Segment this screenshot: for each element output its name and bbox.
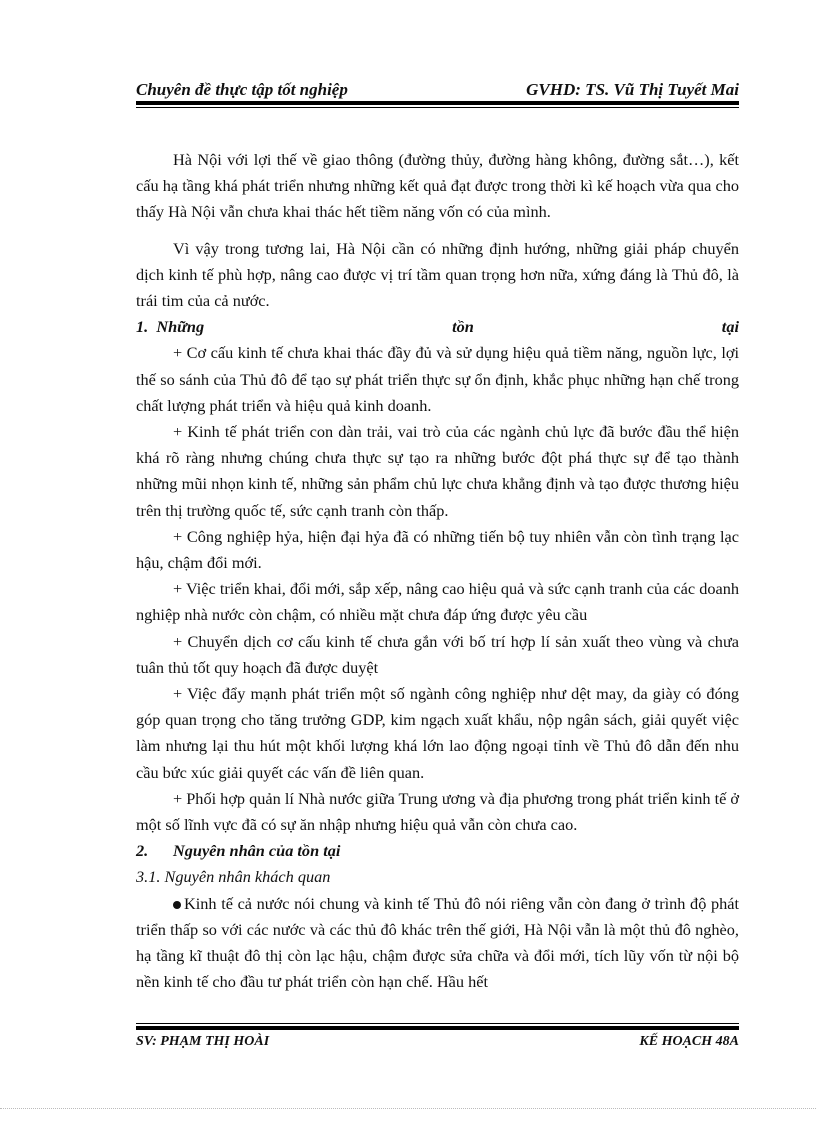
- page-header: [136, 70, 739, 100]
- bullet-icon: [173, 901, 181, 909]
- section-heading-1: [136, 314, 739, 340]
- header-supervisor: GVHD: TS. Vũ Thị Tuyết Mai: [526, 80, 739, 99]
- header-rule-thin: [136, 107, 739, 108]
- section-1-number: 1.: [136, 317, 149, 337]
- page-footer: [136, 1030, 739, 1054]
- header-rule-thick: [136, 101, 739, 105]
- page-body: [136, 147, 739, 996]
- list-item: + Cơ cấu kinh tế chưa khai thác đầy đủ và sử dụng hiệu quả tiềm năng, nguồn lực, lợi thế so sánh của Thủ đô để tạo sự phát triển thực sự ổn định, khắc phục những hạn chế trong chất lượng phát triển và hiệu quả kinh doanh.: [136, 343, 739, 415]
- section-2-title: Nguyên nhân của tồn tại: [173, 841, 341, 861]
- paragraph-intro: Hà Nội với lợi thế về giao thông (đường thủy, đường hàng không, đường sắt…), kết cấu hạ tầng khá phát triển nhưng những kết quả đạt được trong thời kì kế hoạch vừa qua cho thấy Hà Nội vẫn chưa khai thác hết tiềm năng vốn có của mình.: [136, 150, 739, 222]
- paragraph-objective-causes-text: Kinh tế cả nước nói chung và kinh tế Thủ đô nói riêng vẫn còn đang ở trình độ phát triển thấp so với các nước và các thủ đô khác trên thế giới, Hà Nội vẫn là một thủ đô nghèo, hạ tầng kĩ thuật đô thị còn lạc hậu, chậm được sửa chữa và đổi mới, tích lũy vốn từ nội bộ nền kinh tế cho đầu tư phát triển còn hạn chế. Hầu hết: [136, 893, 739, 992]
- section-2-number: 2.: [136, 841, 149, 861]
- list-item: + Việc đẩy mạnh phát triển một số ngành công nghiệp như dệt may, da giày có đóng góp quan trọng cho tăng trưởng GDP, kim ngạch xuất khẩu, nộp ngân sách, giải quyết việc làm nhưng lại thu hút một khối lượng khá lớn lao động ngoại tỉnh về Thủ đô dẫn đến nhu cầu bức xúc giải quyết các vấn đề liên quan.: [136, 684, 739, 782]
- section-1-word-1: Những: [156, 317, 205, 337]
- footer-student: SV: PHẠM THỊ HOÀI: [136, 1034, 270, 1049]
- list-item: + Phối hợp quản lí Nhà nước giữa Trung ương và địa phương trong phát triển kinh tế ở một số lĩnh vực đã có sự ăn nhập nhưng hiệu quả vẫn còn chưa cao.: [136, 788, 739, 835]
- header-course-title: Chuyên đề thực tập tốt nghiệp: [136, 80, 348, 99]
- list-item: + Việc triển khai, đổi mới, sắp xếp, nâng cao hiệu quả và sức cạnh tranh của các doanh nghiệp nhà nước còn chậm, có nhiều mặt chưa đáp ứng được yêu cầu: [136, 579, 739, 625]
- section-heading-2: [136, 838, 739, 864]
- footer-rule-thin: [136, 1023, 739, 1024]
- footer-class: KẾ HOẠCH 48A: [639, 1034, 739, 1049]
- list-item: + Kinh tế phát triển con dàn trải, vai trò của các ngành chủ lực đã bước đầu thể hiện khá rõ ràng nhưng chúng chưa thực sự tạo ra những bước đột phá thực sự để tạo thành những mũi nhọn kinh tế, những sản phẩm chủ lực chưa khẳng định và tạo được thương hiệu trên thị trường quốc tế, sức cạnh tranh còn thấp.: [136, 422, 739, 520]
- subsection-heading: 3.1. Nguyên nhân khách quan: [136, 867, 331, 887]
- list-item: + Công nghiệp hỷa, hiện đại hỷa đã có những tiến bộ tuy nhiên vẫn còn tình trạng lạc hậu, chậm đổi mới.: [136, 526, 739, 573]
- paragraph-objective-causes: [136, 891, 739, 996]
- list-item: + Chuyển dịch cơ cấu kinh tế chưa gắn với bố trí hợp lí sản xuất theo vùng và chưa tuân thủ tốt quy hoạch đã được duyệt: [136, 631, 739, 677]
- section-1-word-2: tồn: [452, 317, 474, 337]
- page-edge-divider: [0, 1108, 816, 1109]
- section-1-word-3: tại: [721, 317, 739, 337]
- paragraph-future: Vì vậy trong tương lai, Hà Nội cần có những định hướng, những giải pháp chuyển dịch kinh tế phù hợp, nâng cao được vị trí tầm quan trọng hơn nữa, xứng đáng là Thủ đô, là trái tim của cả nước.: [136, 238, 739, 311]
